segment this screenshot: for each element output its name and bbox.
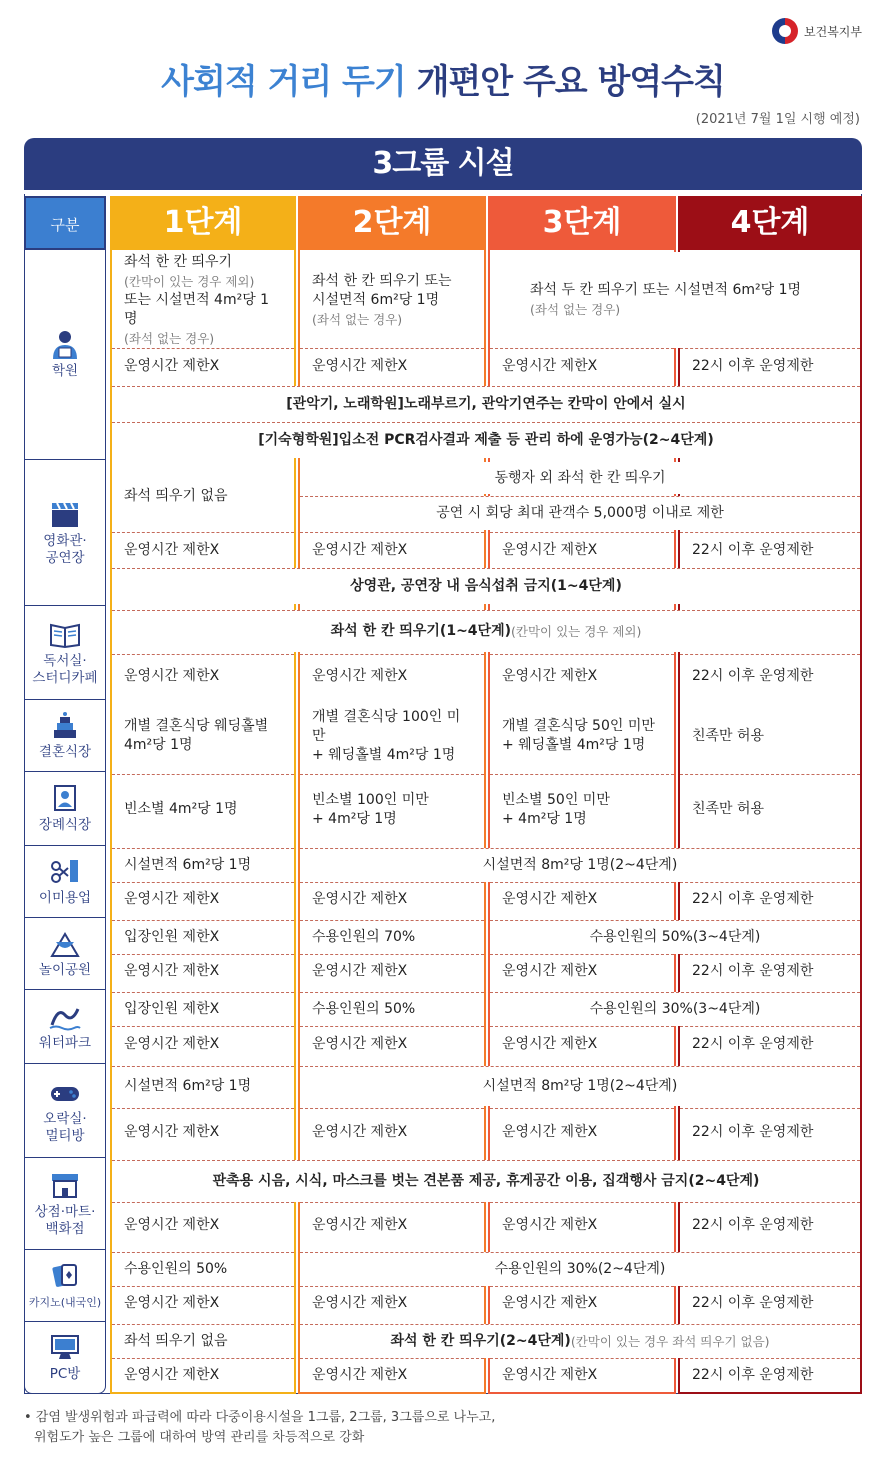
category-pc: PC방 [24, 1322, 106, 1394]
water-hours-4: 22시 이후 운영제한 [680, 1026, 860, 1062]
wedding-stage1-rule: 개별 결혼식당 웨딩홀별 4m²당 1명 [112, 702, 294, 770]
casino-hours-1: 운영시간 제한X [112, 1286, 294, 1320]
title-part1: 사회적 거리 두기 [161, 62, 406, 102]
hakwon-stage34-rule: 좌석 두 칸 띄우기 또는 시설면적 6m²당 1명 (좌석 없는 경우) [490, 252, 860, 348]
category-wedding: 결혼식장 [24, 700, 106, 772]
cinema-note: 상영관, 공연장 내 음식섭취 금지(1~4단계) [112, 568, 860, 604]
funeral-portrait-icon [48, 783, 82, 813]
game-stage1-rule: 시설면적 6m²당 1명 [112, 1066, 294, 1106]
water-hours-1: 운영시간 제한X [112, 1026, 294, 1062]
group-banner: 3그룹 시설 [24, 138, 862, 190]
student-icon [48, 329, 82, 359]
cinema-stage234-seat: 동행자 외 좌석 한 칸 띄우기 [300, 462, 860, 494]
game-hours-3: 운영시간 제한X [490, 1108, 674, 1156]
cake-icon [48, 710, 82, 740]
cinema-hours-3: 운영시간 제한X [490, 532, 674, 568]
casino-hours-2: 운영시간 제한X [300, 1286, 484, 1320]
cinema-hours-4: 22시 이후 운영제한 [680, 532, 860, 568]
casino-stage1-rule: 수용인원의 50% [112, 1252, 294, 1286]
salon-hours-4: 22시 이후 운영제한 [680, 882, 860, 916]
title-part2: 개편안 주요 방역수칙 [416, 62, 725, 102]
game-hours-1: 운영시간 제한X [112, 1108, 294, 1156]
reading-hours-2: 운영시간 제한X [300, 654, 484, 698]
park-hours-3: 운영시간 제한X [490, 954, 674, 988]
water-stage1-rule: 입장인원 제한X [112, 992, 294, 1026]
park-stage2-rule: 수용인원의 70% [300, 920, 484, 954]
store-hours-4: 22시 이후 운영제한 [680, 1202, 860, 1248]
pc-hours-1: 운영시간 제한X [112, 1358, 294, 1392]
ministry-name: 보건복지부 [804, 24, 862, 39]
hakwon-hours-4: 22시 이후 운영제한 [680, 348, 860, 384]
hakwon-hours-1: 운영시간 제한X [112, 348, 294, 384]
game-hours-4: 22시 이후 운영제한 [680, 1108, 860, 1156]
park-stage1-rule: 입장인원 제한X [112, 920, 294, 954]
category-store: 상점·마트· 백화점 [24, 1158, 106, 1250]
cinema-stage234-audience: 공연 시 회당 최대 관객수 5,000명 이내로 제한 [300, 496, 860, 530]
funeral-stage3-rule: 빈소별 50인 미만 + 4m²당 1명 [490, 774, 674, 844]
store-hours-2: 운영시간 제한X [300, 1202, 484, 1248]
funeral-stage4-rule: 친족만 허용 [680, 774, 860, 844]
store-rule: 판촉용 시음, 시식, 마스크를 벗는 견본품 제공, 휴게공간 이용, 집객행사 금지(2~4단계) [112, 1160, 860, 1202]
water-stage2-rule: 수용인원의 50% [300, 992, 484, 1026]
cinema-hours-1: 운영시간 제한X [112, 532, 294, 568]
taegeuk-icon [772, 18, 798, 44]
gamepad-icon [48, 1077, 82, 1107]
store-hours-3: 운영시간 제한X [490, 1202, 674, 1248]
salon-stage234-rule: 시설면적 8m²당 1명(2~4단계) [300, 848, 860, 882]
reading-seat-rule: 좌석 한 칸 띄우기(1~4단계) (칸막이 있는 경우 제외) [112, 610, 860, 652]
ride-icon [48, 928, 82, 958]
hakwon-stage1-rule: 좌석 한 칸 띄우기 (칸막이 있는 경우 제외) 또는 시설면적 4m²당 1명 (좌석 없는 경우) [112, 252, 294, 348]
park-hours-2: 운영시간 제한X [300, 954, 484, 988]
header-stage3: 3단계 [488, 196, 676, 250]
cinema-stage1-rule: 좌석 띄우기 없음 [112, 462, 294, 530]
park-hours-1: 운영시간 제한X [112, 954, 294, 988]
water-hours-2: 운영시간 제한X [300, 1026, 484, 1062]
salon-stage1-rule: 시설면적 6m²당 1명 [112, 848, 294, 882]
salon-hours-2: 운영시간 제한X [300, 882, 484, 916]
wedding-stage4-rule: 친족만 허용 [680, 702, 860, 770]
casino-hours-3: 운영시간 제한X [490, 1286, 674, 1320]
reading-hours-4: 22시 이후 운영제한 [680, 654, 860, 698]
park-stage34-rule: 수용인원의 50%(3~4단계) [490, 920, 860, 954]
pc-hours-2: 운영시간 제한X [300, 1358, 484, 1392]
game-hours-2: 운영시간 제한X [300, 1108, 484, 1156]
store-icon [48, 1170, 82, 1200]
page-title [0, 54, 886, 103]
hakwon-hours-2: 운영시간 제한X [300, 348, 484, 384]
hakwon-note-wind: [관악기, 노래학원] 노래부르기, 관악기연주는 칸막이 안에서 실시 [112, 386, 860, 422]
casino-hours-4: 22시 이후 운영제한 [680, 1286, 860, 1320]
funeral-stage1-rule: 빈소별 4m²당 1명 [112, 774, 294, 844]
park-hours-4: 22시 이후 운영제한 [680, 954, 860, 988]
store-hours-1: 운영시간 제한X [112, 1202, 294, 1248]
funeral-stage2-rule: 빈소별 100인 미만 + 4m²당 1명 [300, 774, 484, 844]
footnote: • 감염 발생위험과 파급력에 따라 다중이용시설을 1그룹, 2그룹, 3그룹으로 나누고, 위험도가 높은 그룹에 대하여 방역 관리를 차등적으로 강화 [24, 1410, 496, 1445]
header-category: 구분 [24, 196, 106, 250]
reading-hours-1: 운영시간 제한X [112, 654, 294, 698]
computer-icon [48, 1332, 82, 1362]
pc-hours-3: 운영시간 제한X [490, 1358, 674, 1392]
pc-hours-4: 22시 이후 운영제한 [680, 1358, 860, 1392]
game-stage234-rule: 시설면적 8m²당 1명(2~4단계) [300, 1066, 860, 1106]
category-salon: 이미용업 [24, 846, 106, 918]
hakwon-note-boarding: [기숙형학원] 입소전 PCR검사결과 제출 등 관리 하에 운영가능(2~4단계) [112, 422, 860, 458]
cards-icon [48, 1260, 82, 1290]
category-cinema: 영화관· 공연장 [24, 460, 106, 606]
pc-stage1-rule: 좌석 띄우기 없음 [112, 1324, 294, 1358]
wedding-stage3-rule: 개별 결혼식당 50인 미만 + 웨딩홀별 4m²당 1명 [490, 702, 674, 770]
pc-stage234-rule: 좌석 한 칸 띄우기(2~4단계) (칸막이 있는 경우 좌석 띄우기 없음) [300, 1324, 860, 1358]
cinema-hours-2: 운영시간 제한X [300, 532, 484, 568]
category-hakwon [24, 250, 106, 460]
category-label: 학원 [51, 363, 79, 379]
category-park: 놀이공원 [24, 918, 106, 990]
effective-date: (2021년 7월 1일 시행 예정) [695, 112, 860, 127]
category-funeral: 장례식장 [24, 772, 106, 846]
category-casino: 카지노(내국인) [24, 1250, 106, 1322]
water-stage34-rule: 수용인원의 30%(3~4단계) [490, 992, 860, 1026]
hakwon-hours-3: 운영시간 제한X [490, 348, 674, 384]
category-reading: 독서실· 스터디카페 [24, 606, 106, 700]
hakwon-stage2-rule: 좌석 한 칸 띄우기 또는 시설면적 6m²당 1명 (좌석 없는 경우) [300, 252, 484, 348]
casino-stage234-rule: 수용인원의 30%(2~4단계) [300, 1252, 860, 1286]
book-icon [48, 619, 82, 649]
salon-hours-3: 운영시간 제한X [490, 882, 674, 916]
category-water: 워터파크 [24, 990, 106, 1064]
ministry-logo [772, 18, 862, 44]
wedding-stage2-rule: 개별 결혼식당 100인 미만 + 웨딩홀별 4m²당 1명 [300, 702, 484, 770]
header-stage2: 2단계 [298, 196, 486, 250]
category-game: 오락실· 멀티방 [24, 1064, 106, 1158]
waterslide-icon [48, 1001, 82, 1031]
header-stage4: 4단계 [678, 196, 862, 250]
header-stage1: 1단계 [110, 196, 296, 250]
scissors-comb-icon [48, 856, 82, 886]
water-hours-3: 운영시간 제한X [490, 1026, 674, 1062]
salon-hours-1: 운영시간 제한X [112, 882, 294, 916]
clapperboard-icon [48, 499, 82, 529]
reading-hours-3: 운영시간 제한X [490, 654, 674, 698]
